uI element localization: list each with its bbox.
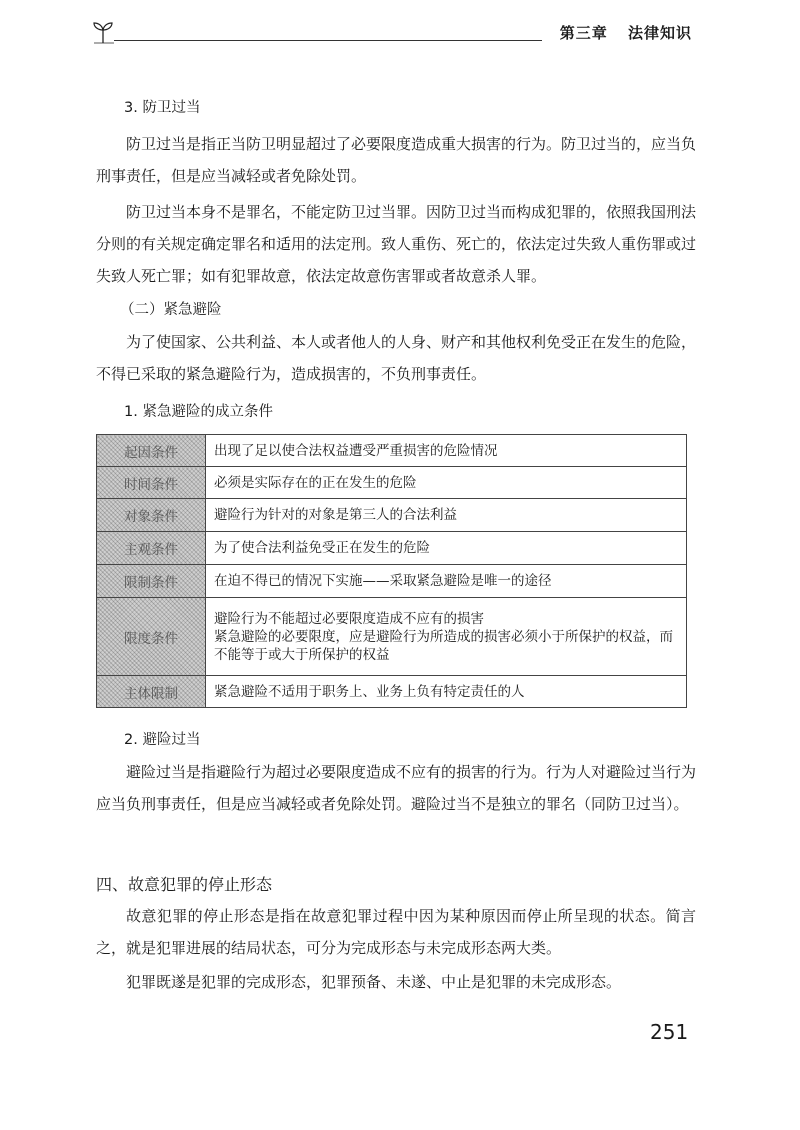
- condition-value-line-2: 紧急避险的必要限度，应是避险行为所造成的损害必须小于所保护的权益，而不能等于或大于所保护的权益: [214, 628, 673, 663]
- chapter-number: 第三章: [559, 24, 608, 42]
- condition-value: 为了使合法利益免受正在发生的危险: [206, 532, 687, 565]
- condition-key: 主体限制: [97, 676, 206, 708]
- emergency-heading: （二）紧急避险: [120, 302, 222, 318]
- header-rule: [114, 40, 542, 41]
- table-row: [97, 435, 687, 467]
- section4-paragraph-1: 故意犯罪的停止形态是指在故意犯罪过程中因为某种原因而停止所呈现的状态。简言之，就是犯罪进展的结局状态，可分为完成形态与未完成形态两大类。: [96, 907, 696, 957]
- condition-key: 起因条件: [97, 435, 206, 467]
- condition-key: 限制条件: [97, 565, 206, 598]
- section4-paragraph-2: 犯罪既遂是犯罪的完成形态，犯罪预备、未遂、中止是犯罪的未完成形态。: [126, 973, 622, 991]
- table-row: [97, 676, 687, 708]
- excess-heading: 2. 避险过当: [124, 732, 201, 748]
- defense-paragraph-2: 防卫过当本身不是罪名，不能定防卫过当罪。因防卫过当而构成犯罪的，依照我国刑法分则的有关规定确定罪名和适用的法定刑。致人重伤、死亡的，依法定过失致人重伤罪或过失致人死亡罪；如有犯罪故意，依法定故意伤害罪或者故意杀人罪。: [96, 203, 697, 285]
- chapter-title: 法律知识: [627, 24, 692, 42]
- defense-heading: 3. 防卫过当: [124, 100, 201, 116]
- table-row: [97, 467, 687, 499]
- table-row: [97, 532, 687, 565]
- table-row: [97, 598, 687, 676]
- sprout-icon: [92, 20, 114, 44]
- condition-value: 在迫不得已的情况下实施——采取紧急避险是唯一的途径: [206, 565, 687, 598]
- condition-value: [206, 598, 687, 676]
- condition-key: 时间条件: [97, 467, 206, 499]
- condition-key: 限度条件: [97, 598, 206, 676]
- condition-value: 避险行为针对的对象是第三人的合法利益: [206, 499, 687, 532]
- condition-key: 对象条件: [97, 499, 206, 532]
- conditions-table: [96, 434, 687, 708]
- defense-paragraph-1: 防卫过当是指正当防卫明显超过了必要限度造成重大损害的行为。防卫过当的，应当负刑事责任，但是应当减轻或者免除处罚。: [96, 135, 697, 185]
- condition-value: 紧急避险不适用于职务上、业务上负有特定责任的人: [206, 676, 687, 708]
- condition-value: 出现了足以使合法权益遭受严重损害的危险情况: [206, 435, 687, 467]
- chapter-label: [546, 22, 692, 43]
- excess-paragraph-1: 避险过当是指避险行为超过必要限度造成不应有的损害的行为。行为人对避险过当行为应当负刑事责任，但是应当减轻或者免除处罚。避险过当不是独立的罪名（同防卫过当）。: [96, 763, 697, 813]
- condition-value: 必须是实际存在的正在发生的危险: [206, 467, 687, 499]
- condition-key: 主观条件: [97, 532, 206, 565]
- table-row: [97, 499, 687, 532]
- emergency-paragraph-1: 为了使国家、公共利益、本人或者他人的人身、财产和其他权利免受正在发生的危险，不得已采取的紧急避险行为，造成损害的，不负刑事责任。: [96, 333, 697, 383]
- page-number: 251: [650, 1020, 689, 1044]
- section4-heading: 四、故意犯罪的停止形态: [96, 875, 273, 894]
- conditions-heading: 1. 紧急避险的成立条件: [124, 404, 273, 420]
- table-row: [97, 565, 687, 598]
- condition-value-line-1: 避险行为不能超过必要限度造成不应有的损害: [214, 610, 484, 627]
- running-header: [92, 18, 692, 48]
